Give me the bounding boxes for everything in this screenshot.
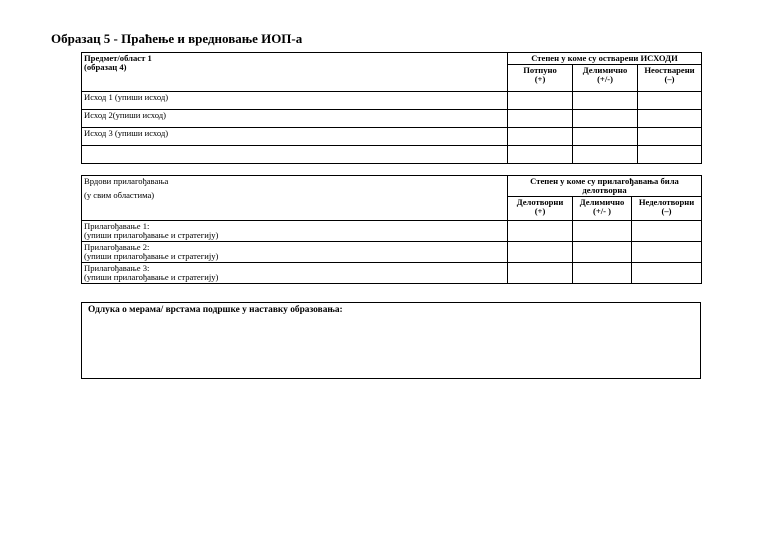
outcome-1-full-cell[interactable] — [508, 92, 573, 110]
col-partial — [573, 65, 638, 92]
empty-partial-cell[interactable] — [573, 146, 638, 164]
col-unachieved — [638, 65, 702, 92]
adaptation-3-partial-cell[interactable] — [573, 263, 632, 284]
adaptation-2-partial-cell[interactable] — [573, 242, 632, 263]
col-partially-effective-symbol: (+/- ) — [592, 206, 612, 217]
col-partial-symbol: (+/-) — [597, 74, 613, 85]
col-effective-symbol: (+) — [534, 206, 546, 217]
col-effective — [508, 197, 573, 221]
col-ineffective-label: Неделотворни — [638, 197, 695, 208]
adaptations-table — [81, 175, 702, 284]
table-row — [82, 221, 702, 242]
empty-outcome-cell[interactable] — [82, 146, 508, 164]
table-row — [82, 128, 702, 146]
subject-label: Предмет/област 1 — [84, 53, 152, 63]
col-partially-effective-label: Делимично — [579, 197, 625, 208]
col-full-label: Потпуно — [523, 65, 557, 76]
outcome-2-partial-cell[interactable] — [573, 110, 638, 128]
col-partially-effective — [573, 197, 632, 221]
outcome-2-unachieved-cell[interactable] — [638, 110, 702, 128]
col-effective-label: Делотворни — [516, 197, 564, 208]
table-row — [82, 242, 702, 263]
subject-form-ref: (образац 4) — [84, 62, 127, 73]
decision-label: Одлука о мерама/ врстама подршке у наставку образовања: — [88, 305, 343, 315]
adaptation-3-effective-cell[interactable] — [508, 263, 573, 284]
decision-box[interactable] — [81, 302, 701, 379]
adaptation-1-hint: (упиши прилагођавање и стратегију) — [84, 230, 219, 241]
col-unachieved-symbol: (–) — [664, 74, 675, 85]
adaptation-3-ineffective-cell[interactable] — [632, 263, 702, 284]
outcome-1-partial-cell[interactable] — [573, 92, 638, 110]
adaptation-1-partial-cell[interactable] — [573, 221, 632, 242]
adaptation-1-title: Прилагођавање 1: — [84, 221, 150, 232]
col-unachieved-label: Неостварени — [644, 65, 695, 76]
empty-full-cell[interactable] — [508, 146, 573, 164]
table-row — [82, 92, 702, 110]
table-row — [82, 110, 702, 128]
subject-cell — [82, 53, 508, 92]
outcome-2-label: Исход 2(упиши исход) — [82, 110, 508, 128]
adaptation-2-hint: (упиши прилагођавање и стратегију) — [84, 251, 219, 262]
adaptation-3-hint: (упиши прилагођавање и стратегију) — [84, 272, 219, 283]
table-row — [82, 263, 702, 284]
outcome-3-partial-cell[interactable] — [573, 128, 638, 146]
outcome-3-unachieved-cell[interactable] — [638, 128, 702, 146]
page-title: Образац 5 - Праћење и вредновање ИОП-а — [51, 31, 303, 46]
adaptation-2-title: Прилагођавање 2: — [84, 242, 150, 253]
col-full-symbol: (+) — [534, 74, 546, 85]
adaptation-2-ineffective-cell[interactable] — [632, 242, 702, 263]
adaptation-1-label — [82, 221, 508, 242]
empty-unachieved-cell[interactable] — [638, 146, 702, 164]
outcome-1-label: Исход 1 (упиши исход) — [82, 92, 508, 110]
col-partial-label: Делимично — [582, 65, 628, 76]
col-full — [508, 65, 573, 92]
adaptation-2-effective-cell[interactable] — [508, 242, 573, 263]
adaptation-1-ineffective-cell[interactable] — [632, 221, 702, 242]
col-ineffective — [632, 197, 702, 221]
outcome-1-unachieved-cell[interactable] — [638, 92, 702, 110]
adaptation-3-label — [82, 263, 508, 284]
adaptation-type-cell — [82, 176, 508, 221]
adaptations-degree-header: Степен у коме су прилагођавања била делотворна — [508, 176, 702, 197]
adaptation-type-label: Врдови прилагођавања — [84, 176, 169, 186]
adaptation-1-effective-cell[interactable] — [508, 221, 573, 242]
outcome-2-full-cell[interactable] — [508, 110, 573, 128]
outcomes-degree-header: Степен у коме су остварени ИСХОДИ — [508, 53, 702, 65]
adaptation-3-title: Прилагођавање 3: — [84, 263, 150, 274]
col-ineffective-symbol: (–) — [661, 206, 672, 217]
adaptation-2-label — [82, 242, 508, 263]
outcome-3-full-cell[interactable] — [508, 128, 573, 146]
outcomes-table — [81, 52, 702, 164]
outcome-3-label: Исход 3 (упиши исход) — [82, 128, 508, 146]
adaptation-scope-label: (у свим областима) — [84, 190, 155, 201]
table-row — [82, 146, 702, 164]
